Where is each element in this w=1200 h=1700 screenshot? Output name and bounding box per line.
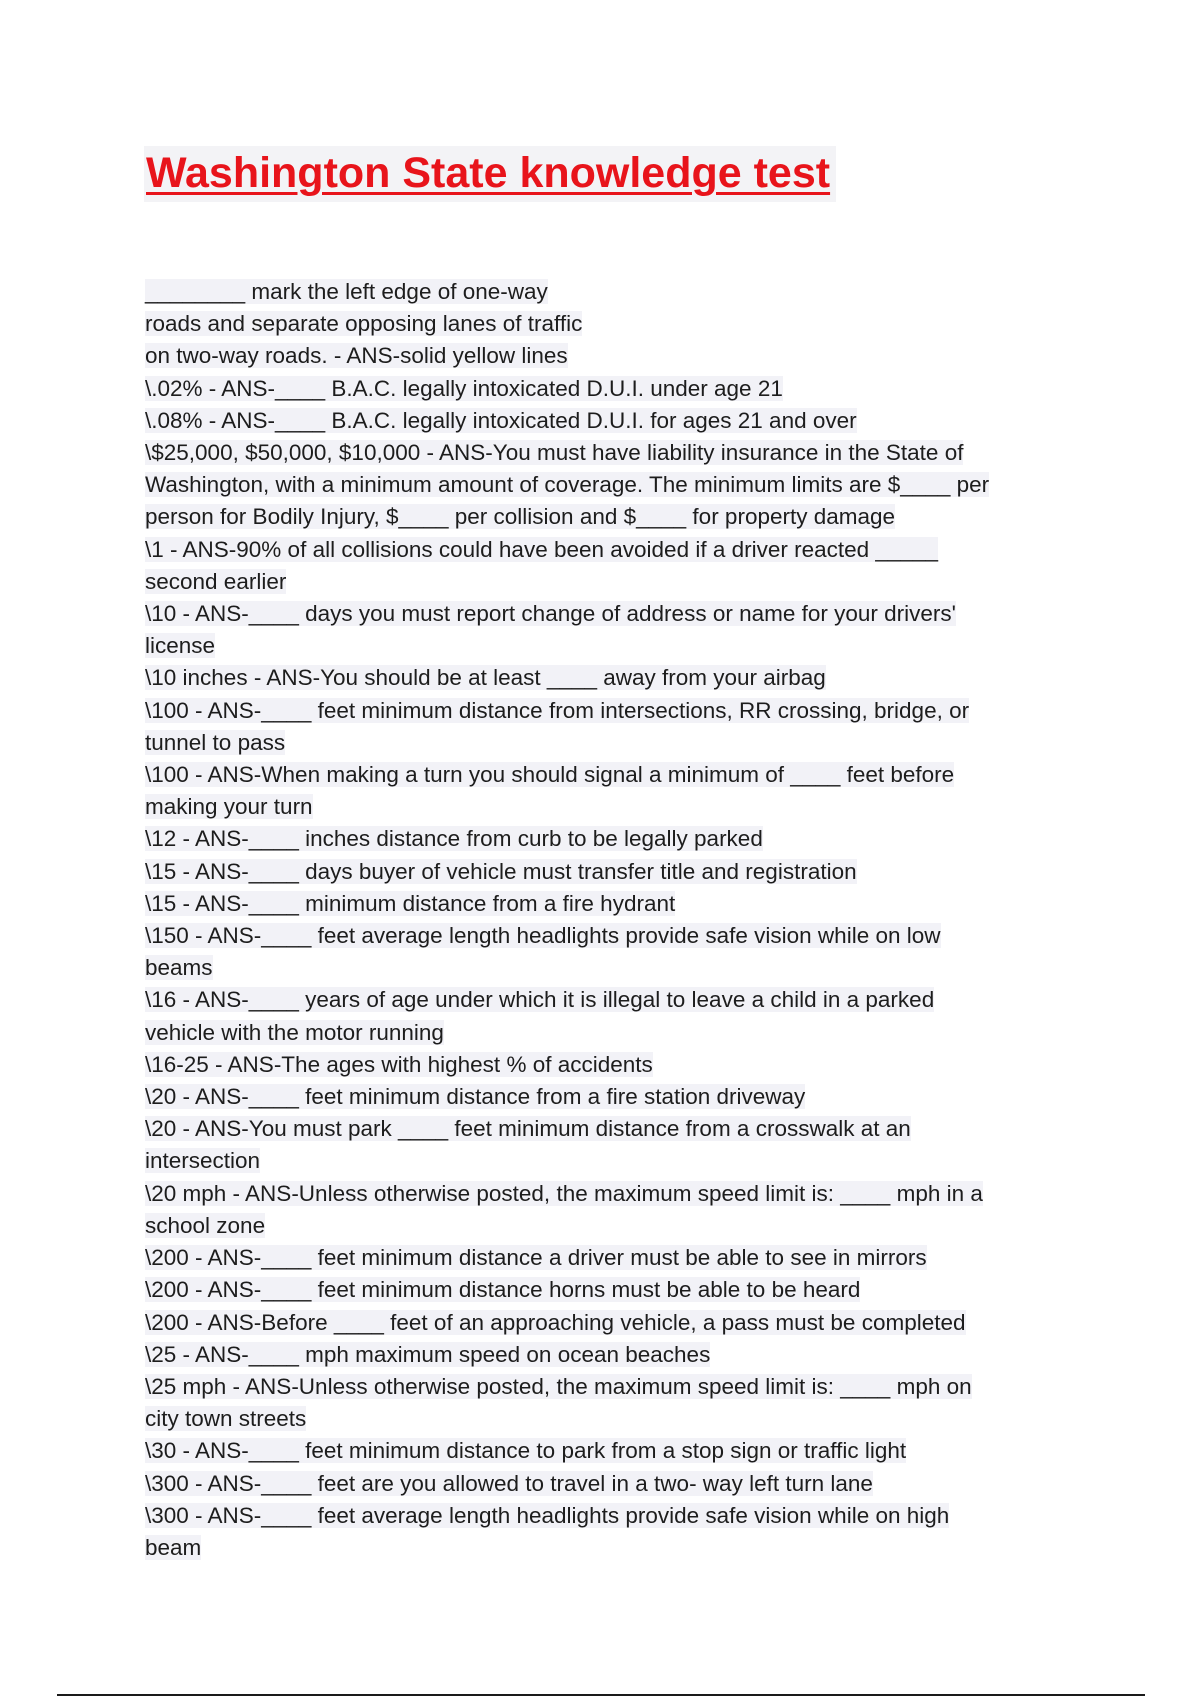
- text-line-content: roads and separate opposing lanes of traffic: [145, 311, 583, 337]
- text-line-content: beams: [145, 955, 213, 981]
- text-line: [145, 1371, 1045, 1403]
- text-line: [145, 727, 1045, 759]
- text-line-content: making your turn: [145, 794, 313, 820]
- text-line-content: \100 - ANS-____ feet minimum distance from intersections, RR crossing, bridge, or: [145, 697, 970, 723]
- text-line: [145, 405, 1045, 437]
- text-line-content: license: [145, 633, 216, 659]
- text-line-content: \10 - ANS-____ days you must report change of address or name for your drivers': [145, 601, 956, 627]
- text-line-content: \25 mph - ANS-Unless otherwise posted, the maximum speed limit is: ____ mph on: [145, 1373, 972, 1399]
- text-line: [145, 1242, 1045, 1274]
- text-line-content: \150 - ANS-____ feet average length headlights provide safe vision while on low: [145, 923, 941, 949]
- text-line-content: \.02% - ANS-____ B.A.C. legally intoxicated D.U.I. under age 21: [145, 375, 783, 401]
- text-line-content: \200 - ANS-Before ____ feet of an approaching vehicle, a pass must be completed: [145, 1309, 966, 1335]
- text-line-content: second earlier: [145, 568, 287, 594]
- text-line: [145, 1178, 1045, 1210]
- text-line: [145, 534, 1045, 566]
- text-line: [145, 759, 1045, 791]
- text-line: [145, 1435, 1045, 1467]
- text-line: [145, 630, 1045, 662]
- text-line: [145, 984, 1045, 1016]
- text-line-content: vehicle with the motor running: [145, 1019, 444, 1045]
- text-line-content: \12 - ANS-____ inches distance from curb to be legally parked: [145, 826, 763, 852]
- text-line-content: \15 - ANS-____ days buyer of vehicle must transfer title and registration: [145, 858, 857, 884]
- text-line: [145, 1339, 1045, 1371]
- footer-divider: [57, 1694, 1145, 1696]
- text-line-content: \20 - ANS-You must park ____ feet minimum distance from a crosswalk at an: [145, 1116, 911, 1142]
- text-line-content: \16-25 - ANS-The ages with highest % of accidents: [145, 1051, 653, 1077]
- text-line-content: \20 mph - ANS-Unless otherwise posted, the maximum speed limit is: ____ mph in a: [145, 1180, 983, 1206]
- qa-list: [145, 276, 1045, 1564]
- text-line: [145, 1145, 1045, 1177]
- text-line: [145, 437, 1045, 469]
- text-line: [145, 823, 1045, 855]
- text-line: [145, 1500, 1045, 1532]
- text-line-content: \15 - ANS-____ minimum distance from a fire hydrant: [145, 890, 676, 916]
- text-line: [145, 276, 1045, 308]
- text-line-content: intersection: [145, 1148, 261, 1174]
- text-line-content: \20 - ANS-____ feet minimum distance from a fire station driveway: [145, 1084, 806, 1110]
- text-line-content: \200 - ANS-____ feet minimum distance horns must be able to be heard: [145, 1277, 861, 1303]
- text-line: [145, 501, 1045, 533]
- text-line: [145, 1532, 1045, 1564]
- title-block: [144, 146, 836, 202]
- text-line-content: beam: [145, 1534, 202, 1560]
- text-line: [145, 1049, 1045, 1081]
- text-line: [145, 888, 1045, 920]
- text-line: [145, 920, 1045, 952]
- text-line: [145, 1468, 1045, 1500]
- text-line-content: \.08% - ANS-____ B.A.C. legally intoxicated D.U.I. for ages 21 and over: [145, 407, 857, 433]
- text-line: [145, 1307, 1045, 1339]
- text-line: [145, 598, 1045, 630]
- text-line: [145, 340, 1045, 372]
- text-line: [145, 1210, 1045, 1242]
- text-line-content: \300 - ANS-____ feet average length headlights provide safe vision while on high: [145, 1502, 950, 1528]
- text-line-content: city town streets: [145, 1406, 307, 1432]
- text-line: [145, 373, 1045, 405]
- text-line: [145, 566, 1045, 598]
- text-line-content: \30 - ANS-____ feet minimum distance to park from a stop sign or traffic light: [145, 1438, 907, 1464]
- text-line: [145, 1081, 1045, 1113]
- text-line: [145, 469, 1045, 501]
- text-line-content: \1 - ANS-90% of all collisions could have been avoided if a driver reacted _____: [145, 536, 938, 562]
- text-line-content: ________ mark the left edge of one-way: [145, 279, 548, 304]
- text-line-content: Washington, with a minimum amount of coverage. The minimum limits are $____ per: [145, 472, 990, 498]
- text-line-content: \10 inches - ANS-You should be at least ____ away from your airbag: [145, 665, 826, 691]
- text-line: [145, 856, 1045, 888]
- text-line: [145, 1113, 1045, 1145]
- text-line-content: \300 - ANS-____ feet are you allowed to travel in a two- way left turn lane: [145, 1470, 873, 1496]
- text-line: [145, 1274, 1045, 1306]
- text-line-content: \25 - ANS-____ mph maximum speed on ocean beaches: [145, 1341, 711, 1367]
- text-line: [145, 1017, 1045, 1049]
- text-line: [145, 1403, 1045, 1435]
- text-line-content: \16 - ANS-____ years of age under which it is illegal to leave a child in a parked: [145, 987, 935, 1013]
- text-line: [145, 695, 1045, 727]
- text-line: [145, 952, 1045, 984]
- text-line-content: school zone: [145, 1212, 266, 1238]
- text-line-content: tunnel to pass: [145, 729, 286, 755]
- text-line-content: \100 - ANS-When making a turn you should signal a minimum of ____ feet before: [145, 762, 955, 788]
- text-line-content: on two-way roads. - ANS-solid yellow lines: [145, 343, 568, 369]
- text-line: [145, 662, 1045, 694]
- text-line: [145, 308, 1045, 340]
- text-line-content: \$25,000, $50,000, $10,000 - ANS-You must have liability insurance in the State of: [145, 440, 964, 466]
- text-line: [145, 791, 1045, 823]
- text-line-content: \200 - ANS-____ feet minimum distance a driver must be able to see in mirrors: [145, 1245, 927, 1271]
- document-title: Washington State knowledge test: [146, 149, 831, 197]
- text-line-content: person for Bodily Injury, $____ per collision and $____ for property damage: [145, 504, 896, 530]
